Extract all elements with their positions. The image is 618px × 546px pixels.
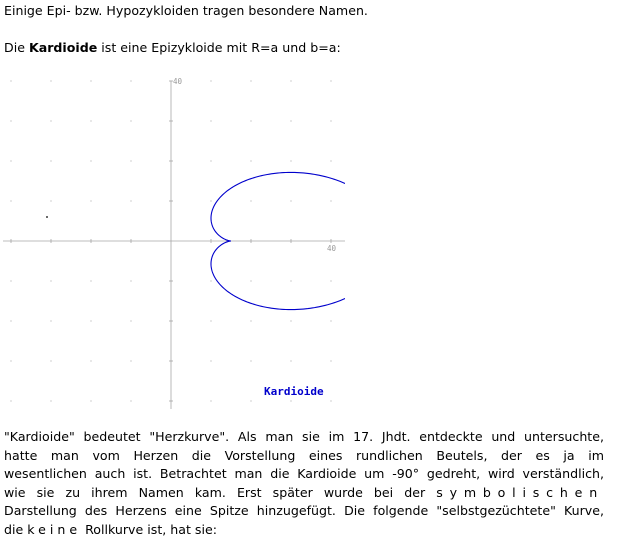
- cardioid-plot-svg: [0, 70, 345, 410]
- grid-dot: [10, 360, 11, 361]
- grid-dot: [330, 200, 331, 201]
- stray-point: [46, 216, 48, 218]
- grid-dot: [50, 80, 51, 81]
- grid-dot: [290, 120, 291, 121]
- grid-dot: [130, 160, 131, 161]
- paragraph-line-4: [4, 484, 604, 503]
- grid-dot: [330, 400, 331, 401]
- grid-dot: [250, 80, 251, 81]
- grid-dot: [50, 320, 51, 321]
- grid-dot: [290, 160, 291, 161]
- grid-dot: [50, 360, 51, 361]
- grid-dot: [130, 200, 131, 201]
- explanation-paragraph: [4, 428, 604, 540]
- grid-dot: [330, 80, 331, 81]
- y-tick-label-40: 40: [173, 77, 183, 86]
- paragraph-line-3: wesentlichen auch ist. Betrachtet man die Kardioide um -90° gedreht, wird verständlich,: [4, 466, 604, 482]
- grid-dot: [250, 280, 251, 281]
- grid-dot: [50, 400, 51, 401]
- grid-dot: [290, 200, 291, 201]
- grid-dot: [130, 280, 131, 281]
- grid-dot: [10, 160, 11, 161]
- grid-dot: [90, 400, 91, 401]
- grid-dot: [330, 360, 331, 361]
- grid-dot: [130, 120, 131, 121]
- heading-suffix: ist eine Epizykloide mit R=a und b=a:: [97, 40, 341, 55]
- cardioid-plot: [0, 70, 345, 410]
- grid-dot: [130, 400, 131, 401]
- grid-dot: [90, 320, 91, 321]
- grid-dot: [50, 200, 51, 201]
- grid-dot: [130, 80, 131, 81]
- grid-dot: [210, 120, 211, 121]
- grid-dot: [130, 360, 131, 361]
- grid-dot: [250, 400, 251, 401]
- grid-dot: [210, 320, 211, 321]
- grid-dot: [10, 120, 11, 121]
- paragraph-line-6-prefix: die: [4, 521, 24, 537]
- grid-dot: [210, 80, 211, 81]
- curve-name-label: Kardioide: [264, 385, 324, 398]
- grid-dot: [290, 280, 291, 281]
- grid-dot: [90, 120, 91, 121]
- grid-dot: [10, 200, 11, 201]
- x-tick-label-40: 40: [327, 244, 337, 253]
- grid-dot: [50, 120, 51, 121]
- grid-dot: [10, 320, 11, 321]
- grid-dot: [330, 160, 331, 161]
- heading-prefix: Die: [4, 40, 29, 55]
- grid-dot: [290, 320, 291, 321]
- grid-dot: [90, 160, 91, 161]
- grid-dot: [250, 320, 251, 321]
- grid-dot: [10, 80, 11, 81]
- grid-dot: [210, 280, 211, 281]
- spaced-word-symbolischen: symbolischen: [436, 484, 604, 500]
- grid-dot: [50, 280, 51, 281]
- grid-dot: [210, 160, 211, 161]
- grid-dot: [330, 320, 331, 321]
- grid-dot: [90, 360, 91, 361]
- grid-dot: [210, 200, 211, 201]
- grid-dot: [210, 360, 211, 361]
- grid-dot: [50, 160, 51, 161]
- paragraph-line-5: Darstellung des Herzens eine Spitze hinzugefügt. Die folgende "selbstgezüchtete" Kurve,: [4, 503, 604, 519]
- grid-dot: [330, 120, 331, 121]
- paragraph-line-6-suffix: Rollkurve ist, hat sie:: [85, 521, 217, 537]
- grid-dot: [290, 80, 291, 81]
- spaced-word-keine: keine: [27, 521, 82, 537]
- section-heading: [4, 40, 341, 55]
- grid-dot: [10, 400, 11, 401]
- grid-dot: [210, 400, 211, 401]
- grid-dot: [250, 200, 251, 201]
- paragraph-line-4-text: wie sie zu ihrem Namen kam. Erst später wurde bei der: [4, 484, 426, 500]
- grid-dot: [330, 280, 331, 281]
- paragraph-line-1: "Kardioide" bedeutet "Herzkurve". Als man sie im 17. Jhdt. entdeckte und untersuchte,: [4, 429, 604, 444]
- grid-dot: [90, 280, 91, 281]
- intro-text: Einige Epi- bzw. Hypozykloiden tragen besondere Namen.: [4, 3, 368, 18]
- grid-dot: [10, 280, 11, 281]
- axes: [3, 81, 345, 409]
- grid-dot: [290, 400, 291, 401]
- grid-dot: [130, 320, 131, 321]
- grid-dot: [90, 80, 91, 81]
- grid-dot: [250, 360, 251, 361]
- heading-bold-term: Kardioide: [28, 40, 98, 55]
- grid-dot: [250, 120, 251, 121]
- grid-dot: [290, 360, 291, 361]
- paragraph-line-6: [4, 521, 604, 540]
- grid-dot: [250, 160, 251, 161]
- paragraph-line-2: hatte man vom Herzen die Vorstellung eines rundlichen Beutels, der es ja im: [4, 447, 604, 463]
- grid-dot: [90, 200, 91, 201]
